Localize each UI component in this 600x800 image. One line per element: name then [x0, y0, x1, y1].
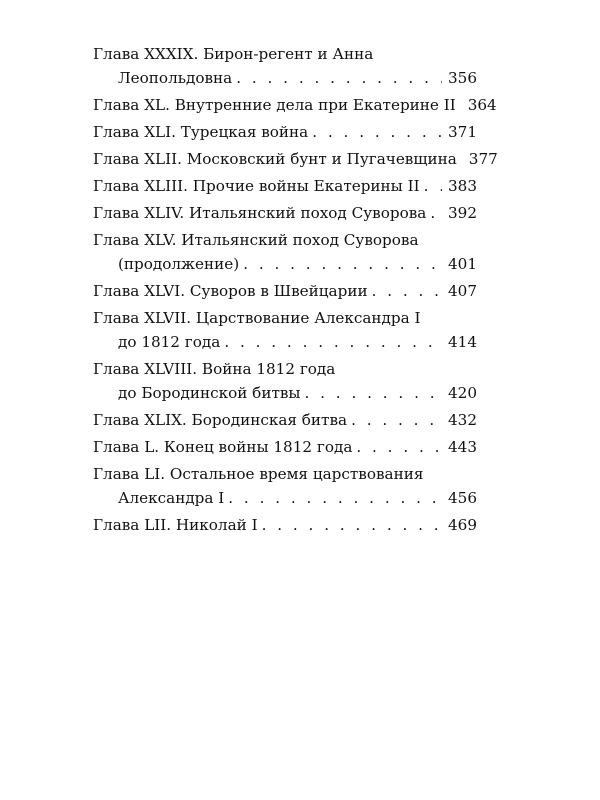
toc-entry-continuation: [93, 66, 477, 90]
toc-entry-title: Глава XLVIII. Война 1812 года: [93, 360, 336, 378]
toc-entry-title: Глава XLVI. Суворов в Швейцарии: [93, 282, 368, 300]
toc-entry-continuation: [93, 252, 477, 276]
toc-entry-continuation: [93, 330, 477, 354]
dot-leader: [239, 252, 442, 276]
toc-entry-line: [93, 279, 477, 303]
toc-entry: [93, 174, 477, 198]
toc-entry: [93, 201, 477, 225]
toc-entry: [93, 42, 477, 90]
toc-entry-line: [93, 120, 477, 144]
toc-entry-title: Глава LI. Остальное время царствования: [93, 465, 424, 483]
dot-leader: [352, 435, 442, 459]
toc-entry-title: (продолжение): [118, 255, 240, 273]
toc-entry: [93, 462, 477, 510]
dot-leader: [258, 513, 442, 537]
toc-entry: [93, 279, 477, 303]
toc-entry-line: [93, 93, 497, 117]
toc-entry-line: [93, 306, 477, 330]
toc-entry-line: [93, 42, 477, 66]
toc-page-number: 414: [448, 333, 477, 351]
toc-page-number: 469: [448, 516, 477, 534]
toc-page-number: 371: [448, 123, 477, 141]
toc-page-number: 356: [448, 69, 477, 87]
toc-entry-title: Глава XL. Внутренние дела при Екатерине II: [93, 96, 456, 114]
toc-entry: [93, 120, 477, 144]
toc-entry-title: Глава XLII. Московский бунт и Пугачевщина: [93, 150, 457, 168]
toc-page-number: 401: [448, 255, 477, 273]
table-of-contents: [93, 42, 498, 540]
toc-entry-title: Глава LII. Николай I: [93, 516, 258, 534]
toc-entry-line: [93, 408, 477, 432]
toc-entry-line: [93, 462, 477, 486]
toc-entry: [93, 357, 477, 405]
toc-entry-title: Глава L. Конец войны 1812 года: [93, 438, 353, 456]
toc-page-number: 432: [448, 411, 477, 429]
toc-entry: [93, 513, 477, 537]
toc-entry-line: [93, 435, 477, 459]
toc-entry-title: Глава XLV. Итальянский поход Суворова: [93, 231, 419, 249]
toc-page-number: 377: [468, 150, 498, 168]
dot-leader: [368, 279, 442, 303]
toc-page-number: 364: [467, 96, 497, 114]
toc-entry-title: Глава XLI. Турецкая война: [93, 123, 309, 141]
toc-entry-title: до Бородинской битвы: [118, 384, 301, 402]
toc-entry-title: до 1812 года: [118, 333, 221, 351]
toc-entry-title: Глава XLIX. Бородинская битва: [93, 411, 348, 429]
toc-entry-title: Глава XLIV. Итальянский поход Суворова: [93, 204, 427, 222]
toc-entry-line: [93, 357, 477, 381]
dot-leader: [420, 174, 442, 198]
toc-entry: [93, 228, 477, 276]
toc-entry-title: Глава XLVII. Царствование Александра I: [93, 309, 421, 327]
toc-entry-continuation: [93, 486, 477, 510]
toc-entry-continuation: [93, 381, 477, 405]
toc-page-number: 420: [448, 384, 477, 402]
toc-page-number: 383: [448, 177, 477, 195]
toc-page-number: 392: [448, 204, 477, 222]
toc-page-number: 407: [448, 282, 477, 300]
toc-page-number: 443: [448, 438, 477, 456]
dot-leader: [308, 120, 442, 144]
toc-entry: [93, 93, 497, 117]
dot-leader: [347, 408, 442, 432]
toc-entry: [93, 306, 477, 354]
toc-entry: [93, 435, 477, 459]
toc-entry-line: [93, 201, 477, 225]
toc-entry-line: [93, 513, 477, 537]
toc-entry-title: Александра I: [118, 489, 225, 507]
toc-entry-line: [93, 174, 477, 198]
toc-entry-title: Глава XLIII. Прочие войны Екатерины II: [93, 177, 420, 195]
toc-entry-line: [93, 147, 498, 171]
dot-leader: [426, 201, 442, 225]
toc-entry-title: Глава XXXIX. Бирон-регент и Анна: [93, 45, 374, 63]
toc-entry-line: [93, 228, 477, 252]
toc-entry: [93, 147, 498, 171]
toc-entry: [93, 408, 477, 432]
toc-page-number: 456: [448, 489, 477, 507]
dot-leader: [220, 330, 442, 354]
dot-leader: [301, 381, 443, 405]
toc-entry-title: Леопольдовна: [118, 69, 233, 87]
dot-leader: [224, 486, 442, 510]
dot-leader: [232, 66, 442, 90]
